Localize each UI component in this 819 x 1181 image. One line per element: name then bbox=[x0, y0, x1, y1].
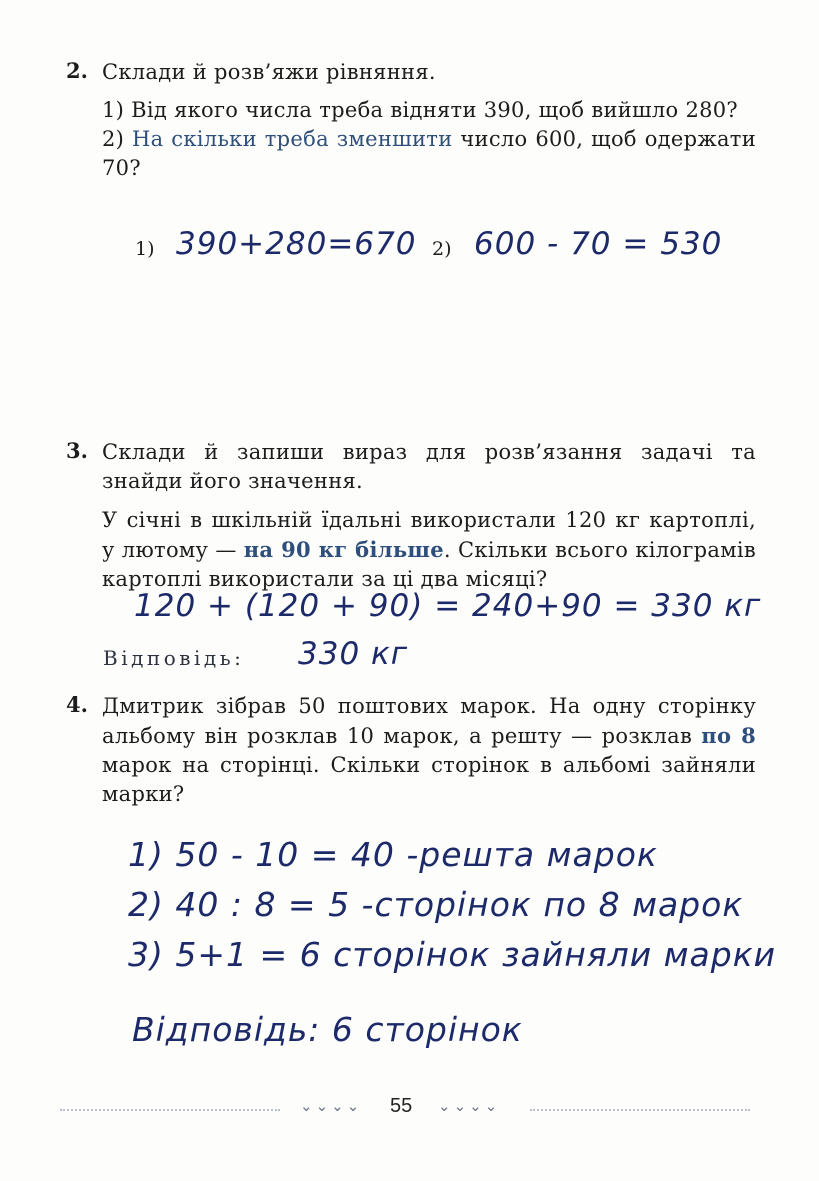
question-1: 1) Від якого числа треба відняти 390, щоб вийшло 280? bbox=[102, 98, 738, 122]
solution-1-handwritten: 390+280=670 bbox=[176, 226, 417, 262]
step-1-handwritten: 1) 50 - 10 = 40 -решта марок bbox=[128, 835, 658, 874]
task-number: 2. bbox=[66, 58, 88, 83]
footer-dots-right bbox=[530, 1109, 750, 1113]
footer-ornament-right-icon: ⌄⌄⌄⌄ bbox=[438, 1097, 501, 1115]
solution-2-label: 2) bbox=[432, 238, 452, 260]
task-number: 4. bbox=[66, 692, 88, 717]
task-title: Склади й запиши вираз для розв’язання задачі та знайди його значення. bbox=[102, 440, 756, 493]
problem-text: У січні в шкільній їдальні використали 120 кг картоплі, у лютому — на 90 кг більше. Скільки всього кілограмів картоплі використали за ці два місяці? bbox=[102, 508, 756, 591]
solution-1-label: 1) bbox=[135, 238, 155, 260]
expression-handwritten: 120 + (120 + 90) = 240+90 = 330 кг bbox=[134, 588, 762, 624]
task-2 bbox=[66, 58, 756, 183]
problem-text: Дмитрик зібрав 50 поштових марок. На одну сторінку альбому він розклав 10 марок, а решту — розклав по 8 марок на сторінці. Скільки сторінок в альбомі зайняли марки? bbox=[102, 694, 756, 806]
step-3-handwritten: 3) 5+1 = 6 сторінок зайняли марки bbox=[128, 935, 777, 974]
answer-handwritten: 330 кг bbox=[298, 636, 409, 672]
task-number: 3. bbox=[66, 438, 88, 463]
solution-2-handwritten: 600 - 70 = 530 bbox=[474, 226, 723, 262]
task-title: Склади й розв’яжи рівняння. bbox=[102, 60, 436, 84]
page-number: 55 bbox=[390, 1095, 413, 1117]
footer-ornament-left-icon: ⌄⌄⌄⌄ bbox=[300, 1097, 363, 1115]
final-answer-handwritten: Відповідь: 6 сторінок bbox=[132, 1010, 523, 1049]
task-3 bbox=[66, 438, 756, 594]
answer-label: Відповідь: bbox=[103, 646, 245, 670]
page-footer bbox=[60, 1095, 760, 1125]
step-2-handwritten: 2) 40 : 8 = 5 -сторінок по 8 марок bbox=[128, 885, 744, 924]
task-4 bbox=[66, 692, 756, 809]
question-2: 2) На скільки треба зменшити число 600, щоб одержати 70? bbox=[102, 127, 756, 180]
footer-dots-left bbox=[60, 1109, 280, 1113]
